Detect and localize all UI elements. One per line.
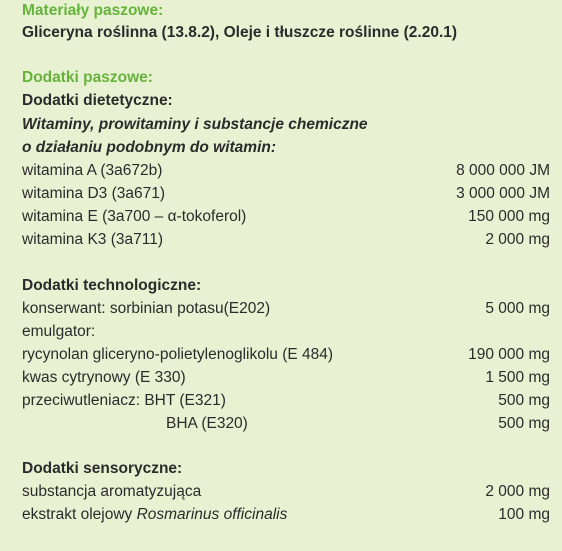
vitamin-a-amount: 8 000 000 JM <box>456 162 550 179</box>
preservative-row <box>22 298 550 320</box>
dietary-subtitle-2: o działaniu podobnym do witamin: <box>22 139 277 156</box>
materials-heading: Materiały paszowe: <box>22 2 164 19</box>
bha-amount: 500 mg <box>498 415 550 432</box>
vitamin-e-name: witamina E (3a700 – α-tokoferol) <box>22 208 247 225</box>
ricinoleate-name: rycynolan gliceryno-polietylenoglikolu (E 484) <box>22 346 334 363</box>
vitamin-a-row <box>22 160 550 182</box>
vitamin-k3-name: witamina K3 (3a711) <box>22 231 164 248</box>
dietary-heading: Dodatki dietetyczne: <box>22 92 173 109</box>
citric-acid-row <box>22 367 550 389</box>
aromatic-name: substancja aromatyzująca <box>22 483 202 500</box>
bht-amount: 500 mg <box>498 392 550 409</box>
rosemary-extract-amount: 100 mg <box>498 506 550 523</box>
vitamin-a-name: witamina A (3a672b) <box>22 162 163 179</box>
vitamin-d3-row <box>22 183 550 205</box>
aromatic-row <box>22 481 550 503</box>
aromatic-amount: 2 000 mg <box>485 483 550 500</box>
ricinoleate-row <box>22 344 550 366</box>
preservative-amount: 5 000 mg <box>485 300 550 317</box>
additives-heading: Dodatki paszowe: <box>22 69 153 86</box>
rosemary-extract-prefix: ekstrakt olejowy <box>22 506 137 523</box>
vitamin-d3-name: witamina D3 (3a671) <box>22 185 166 202</box>
technological-heading: Dodatki technologiczne: <box>22 277 202 294</box>
vitamin-k3-amount: 2 000 mg <box>485 231 550 248</box>
bht-row <box>22 390 550 412</box>
emulsifier-label: emulgator: <box>22 323 96 340</box>
citric-acid-name: kwas cytrynowy (E 330) <box>22 369 186 386</box>
dietary-subtitle-1: Witaminy, prowitaminy i substancje chemiczne <box>22 116 368 133</box>
citric-acid-amount: 1 500 mg <box>485 369 550 386</box>
rosemary-extract-row <box>22 504 550 526</box>
vitamin-d3-amount: 3 000 000 JM <box>456 185 550 202</box>
rosemary-extract-name <box>22 504 287 526</box>
vitamin-k3-row <box>22 229 550 251</box>
vitamin-e-row <box>22 206 550 228</box>
preservative-name: konserwant: sorbinian potasu(E202) <box>22 300 271 317</box>
sensory-heading: Dodatki sensoryczne: <box>22 460 183 477</box>
bha-row <box>22 413 550 435</box>
bha-name: BHA (E320) <box>166 415 248 432</box>
rosemary-latin-name: Rosmarinus officinalis <box>136 506 288 523</box>
ricinoleate-amount: 190 000 mg <box>468 346 550 363</box>
vitamin-e-amount: 150 000 mg <box>468 208 550 225</box>
materials-text: Gliceryna roślinna (13.8.2), Oleje i tłuszcze roślinne (2.20.1) <box>22 24 458 41</box>
bht-name: przeciwutleniacz: BHT (E321) <box>22 392 226 409</box>
